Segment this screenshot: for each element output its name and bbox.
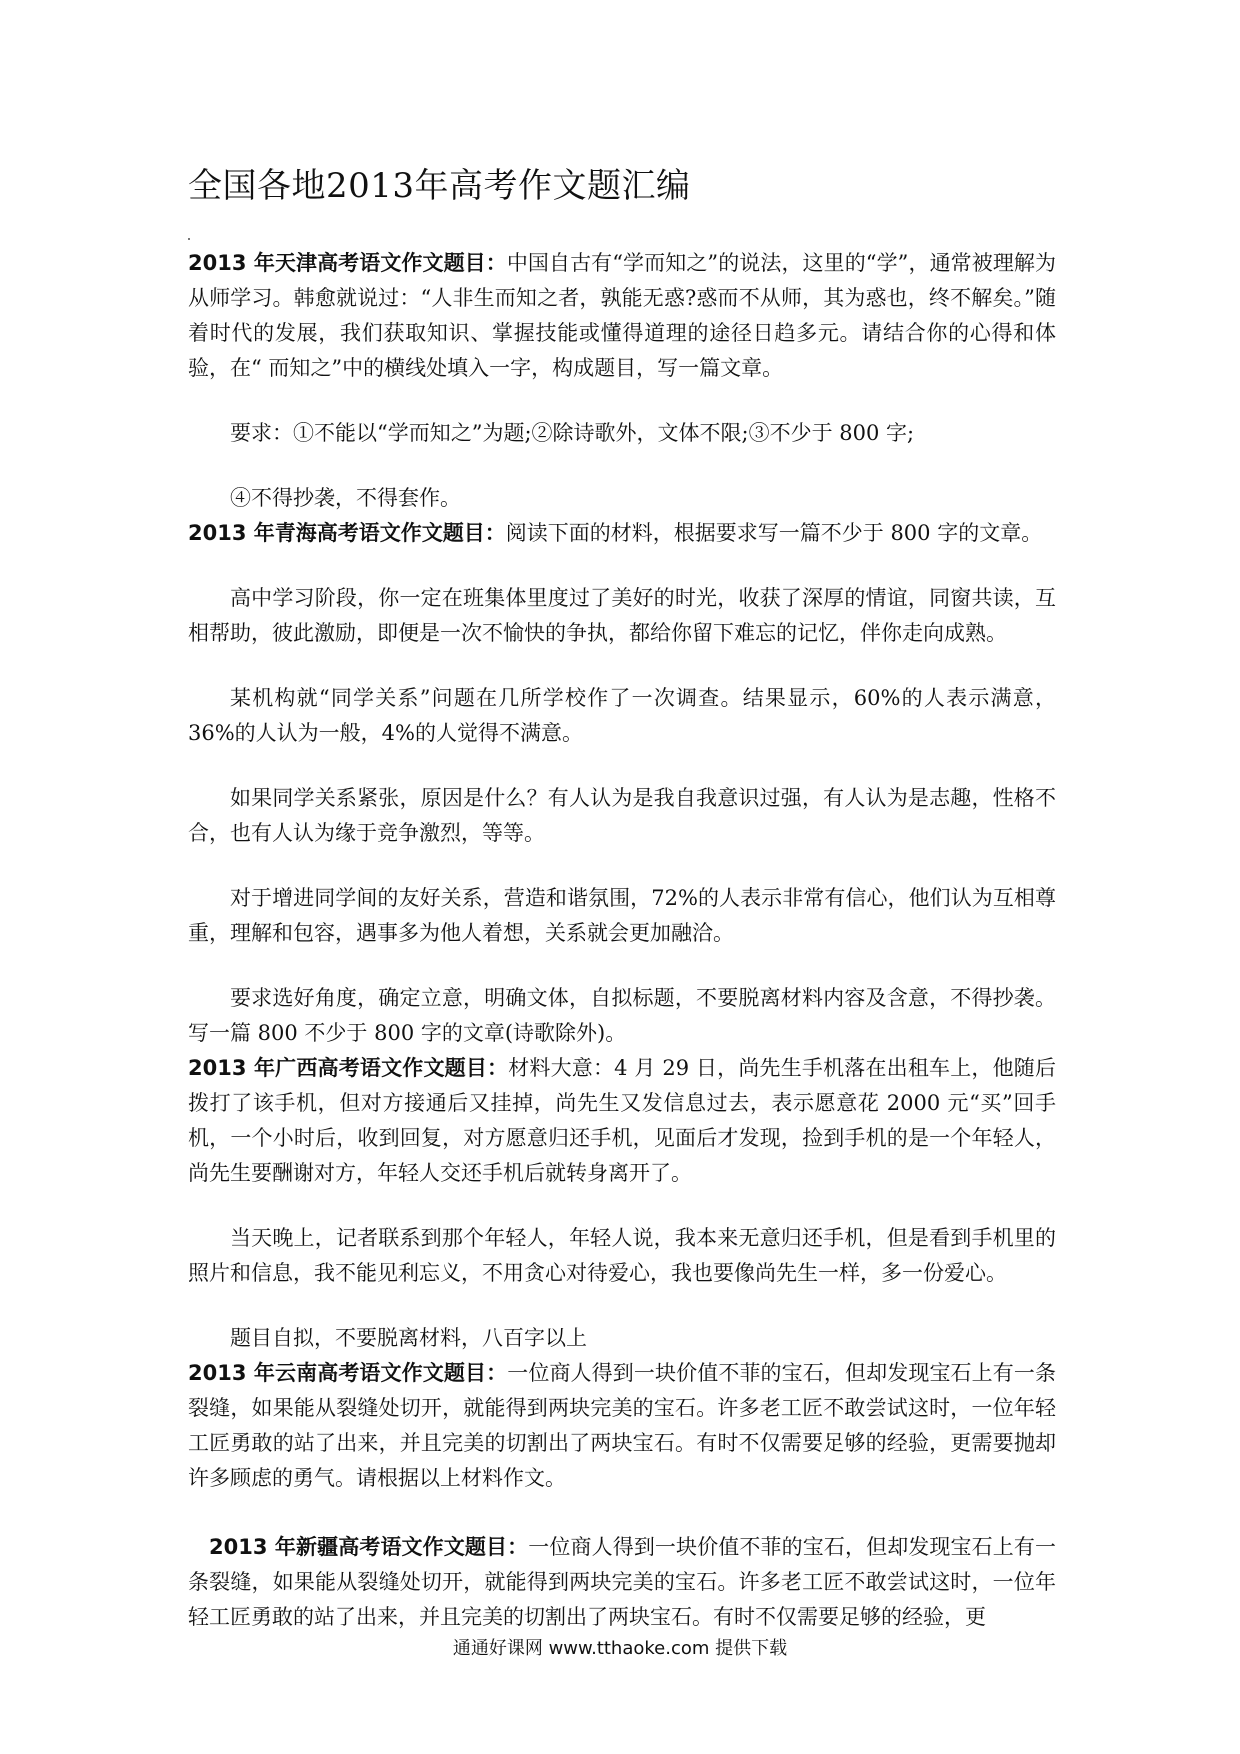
- tianjin-heading: 2013 年天津高考语文作文题目：: [188, 251, 507, 275]
- yunnan-prompt: [188, 1356, 1056, 1496]
- yunnan-heading: 2013 年云南高考语文作文题目：: [188, 1361, 508, 1385]
- page-title: 全国各地2013年高考作文题汇编: [188, 166, 691, 206]
- guangxi-prompt: [188, 1051, 1056, 1191]
- tianjin-text: 中国自古有“学而知之”的说法，这里的“学”，通常被理解为从师学习。韩愈就说过：“人非生而知之者，孰能无惑?惑而不从师，其为惑也，终不解矣。”随着时代的发展，我们获取知识、掌握技能或懂得道理的途径日趋多元。请结合你的心得和体验，在“ 而知之”中的横线处填入一字，构成题目，写一篇文章。: [188, 251, 1056, 380]
- xinjiang-prompt: [188, 1530, 1056, 1635]
- stray-mark: [188, 238, 190, 240]
- tianjin-requirements-cont: ④不得抄袭，不得套作。: [230, 486, 461, 510]
- qinghai-prompt: [188, 516, 1056, 551]
- page-footer: 通通好课网 www.tthaoke.com 提供下载: [452, 1638, 788, 1659]
- tianjin-prompt: [188, 246, 1056, 386]
- qinghai-heading: 2013 年青海高考语文作文题目：: [188, 521, 506, 545]
- document-body: [188, 246, 1056, 1635]
- xinjiang-text: 一位商人得到一块价值不菲的宝石，但却发现宝石上有一条裂缝，如果能从裂缝处切开，就能得到两块完美的宝石。许多老工匠不敢尝试这时，一位年轻工匠勇敢的站了出来，并且完美的切割出了两块宝石。有时不仅需要足够的经验，更: [188, 1535, 1056, 1629]
- qinghai-paragraph-2: 某机构就“同学关系”问题在几所学校作了一次调查。结果显示，60%的人表示满意，36%的人认为一般，4%的人觉得不满意。: [188, 686, 1056, 745]
- qinghai-text: 阅读下面的材料，根据要求写一篇不少于 800 字的文章。: [505, 521, 1043, 545]
- xinjiang-heading: 2013 年新疆高考语文作文题目：: [209, 1535, 529, 1559]
- yunnan-text: 一位商人得到一块价值不菲的宝石，但却发现宝石上有一条裂缝，如果能从裂缝处切开，就能得到两块完美的宝石。许多老工匠不敢尝试这时，一位年轻工匠勇敢的站了出来，并且完美的切割出了两块宝石。有时不仅需要足够的经验，更需要抛却许多顾虑的勇气。请根据以上材料作文。: [188, 1361, 1057, 1490]
- guangxi-paragraph-1: 当天晚上，记者联系到那个年轻人，年轻人说，我本来无意归还手机，但是看到手机里的照片和信息，我不能见利忘义，不用贪心对待爱心，我也要像尚先生一样，多一份爱心。: [188, 1226, 1056, 1285]
- guangxi-heading: 2013 年广西高考语文作文题目：: [188, 1056, 509, 1080]
- qinghai-requirements: 要求选好角度，确定立意，明确文体，自拟标题，不要脱离材料内容及含意，不得抄袭。写一篇 800 不少于 800 字的文章(诗歌除外)。: [188, 986, 1056, 1045]
- qinghai-paragraph-3: 如果同学关系紧张，原因是什么？有人认为是我自我意识过强，有人认为是志趣，性格不合，也有人认为缘于竞争激烈，等等。: [188, 786, 1056, 845]
- guangxi-text: 材料大意：4 月 29 日，尚先生手机落在出租车上，他随后拨打了该手机，但对方接通后又挂掉，尚先生又发信息过去，表示愿意花 2000 元“买”回手机，一个小时后，收到回复，对方愿意归还手机，见面后才发现，捡到手机的是一个年轻人，尚先生要酬谢对方，年轻人交还手机后就转身离开了。: [188, 1056, 1056, 1185]
- qinghai-paragraph-4: 对于增进同学间的友好关系，营造和谐氛围，72%的人表示非常有信心，他们认为互相尊重，理解和包容，遇事多为他人着想，关系就会更加融洽。: [188, 886, 1056, 945]
- tianjin-requirements: 要求：①不能以“学而知之”为题;②除诗歌外，文体不限;③不少于 800 字;: [230, 421, 915, 445]
- qinghai-paragraph-1: 高中学习阶段，你一定在班集体里度过了美好的时光，收获了深厚的情谊，同窗共读，互相帮助，彼此激励，即便是一次不愉快的争执，都给你留下难忘的记忆，伴你走向成熟。: [188, 586, 1056, 645]
- guangxi-requirements: 题目自拟，不要脱离材料，八百字以上: [230, 1326, 587, 1350]
